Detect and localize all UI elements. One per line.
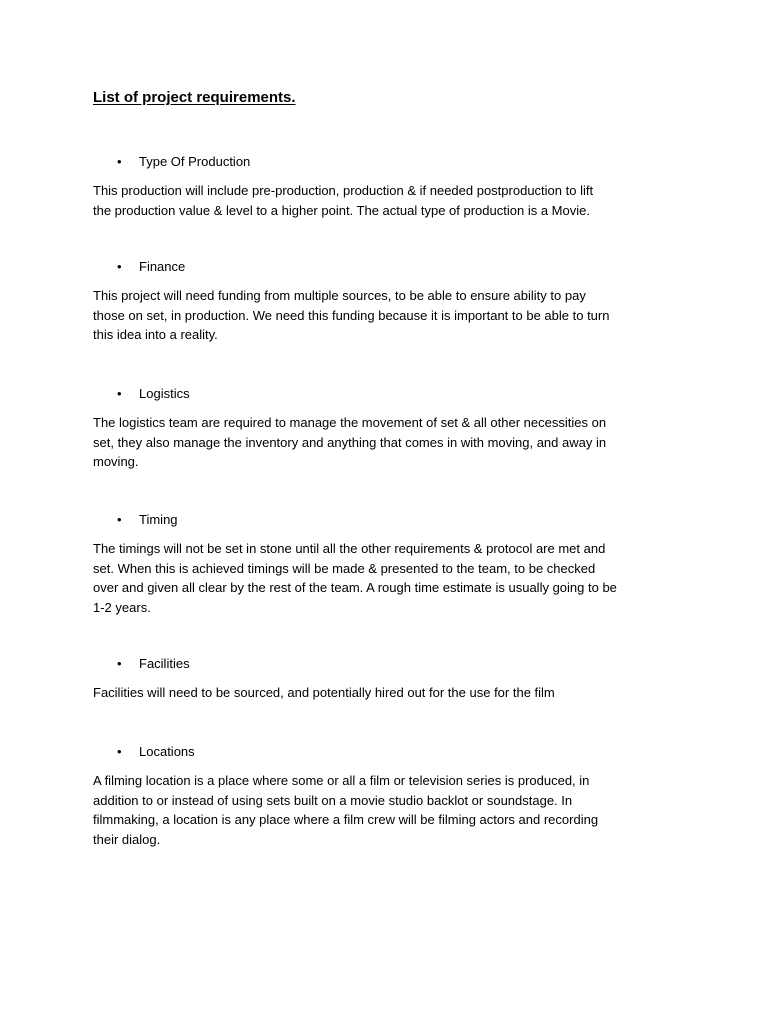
- section-timing: [93, 510, 683, 617]
- bullet-item: [93, 654, 683, 674]
- section-heading: Finance: [139, 259, 186, 274]
- bullet-icon: •: [117, 656, 122, 671]
- section-heading: Timing: [139, 512, 178, 527]
- section-heading: Facilities: [139, 656, 190, 671]
- section-locations: [93, 742, 683, 849]
- bullet-icon: •: [117, 154, 122, 169]
- section-body: The logistics team are required to manage the movement of set & all other necessities on set, they also manage the inventory and anything that comes in with moving, and away in moving.: [93, 415, 607, 469]
- bullet-item: [93, 742, 683, 762]
- section-type-of-production: [93, 152, 683, 220]
- bullet-icon: •: [117, 512, 122, 527]
- section-body: This project will need funding from multiple sources, to be able to ensure ability to pay those on set, in production. We need this funding because it is important to be able to turn this idea into a reality.: [93, 288, 610, 342]
- bullet-item: [93, 384, 683, 404]
- section-heading: Locations: [139, 744, 195, 759]
- bullet-item: [93, 152, 683, 172]
- section-body: This production will include pre-production, production & if needed postproduction to lift the production value & level to a higher point. The actual type of production is a Movie.: [93, 183, 594, 218]
- section-body: The timings will not be set in stone until all the other requirements & protocol are met and set. When this is achieved timings will be made & presented to the team, to be checked over and given all clear by the rest of the team. A rough time estimate is usually going to be 1-2 years.: [93, 541, 617, 615]
- section-heading: Logistics: [139, 386, 190, 401]
- section-finance: [93, 257, 683, 345]
- bullet-icon: •: [117, 259, 122, 274]
- bullet-icon: •: [117, 386, 122, 401]
- bullet-icon: •: [117, 744, 122, 759]
- section-body: A filming location is a place where some or all a film or television series is produced, in addition to or instead of using sets built on a movie studio backlot or soundstage. In filmmaking, a location is any place where a film crew will be filming actors and recording their dialog.: [93, 773, 599, 847]
- bullet-item: [93, 257, 683, 277]
- section-logistics: [93, 384, 683, 472]
- bullet-item: [93, 510, 683, 530]
- page-title: List of project requirements.: [93, 89, 296, 106]
- section-heading: Type Of Production: [139, 154, 251, 169]
- section-facilities: [93, 654, 683, 703]
- section-body: Facilities will need to be sourced, and potentially hired out for the use for the film: [93, 685, 555, 700]
